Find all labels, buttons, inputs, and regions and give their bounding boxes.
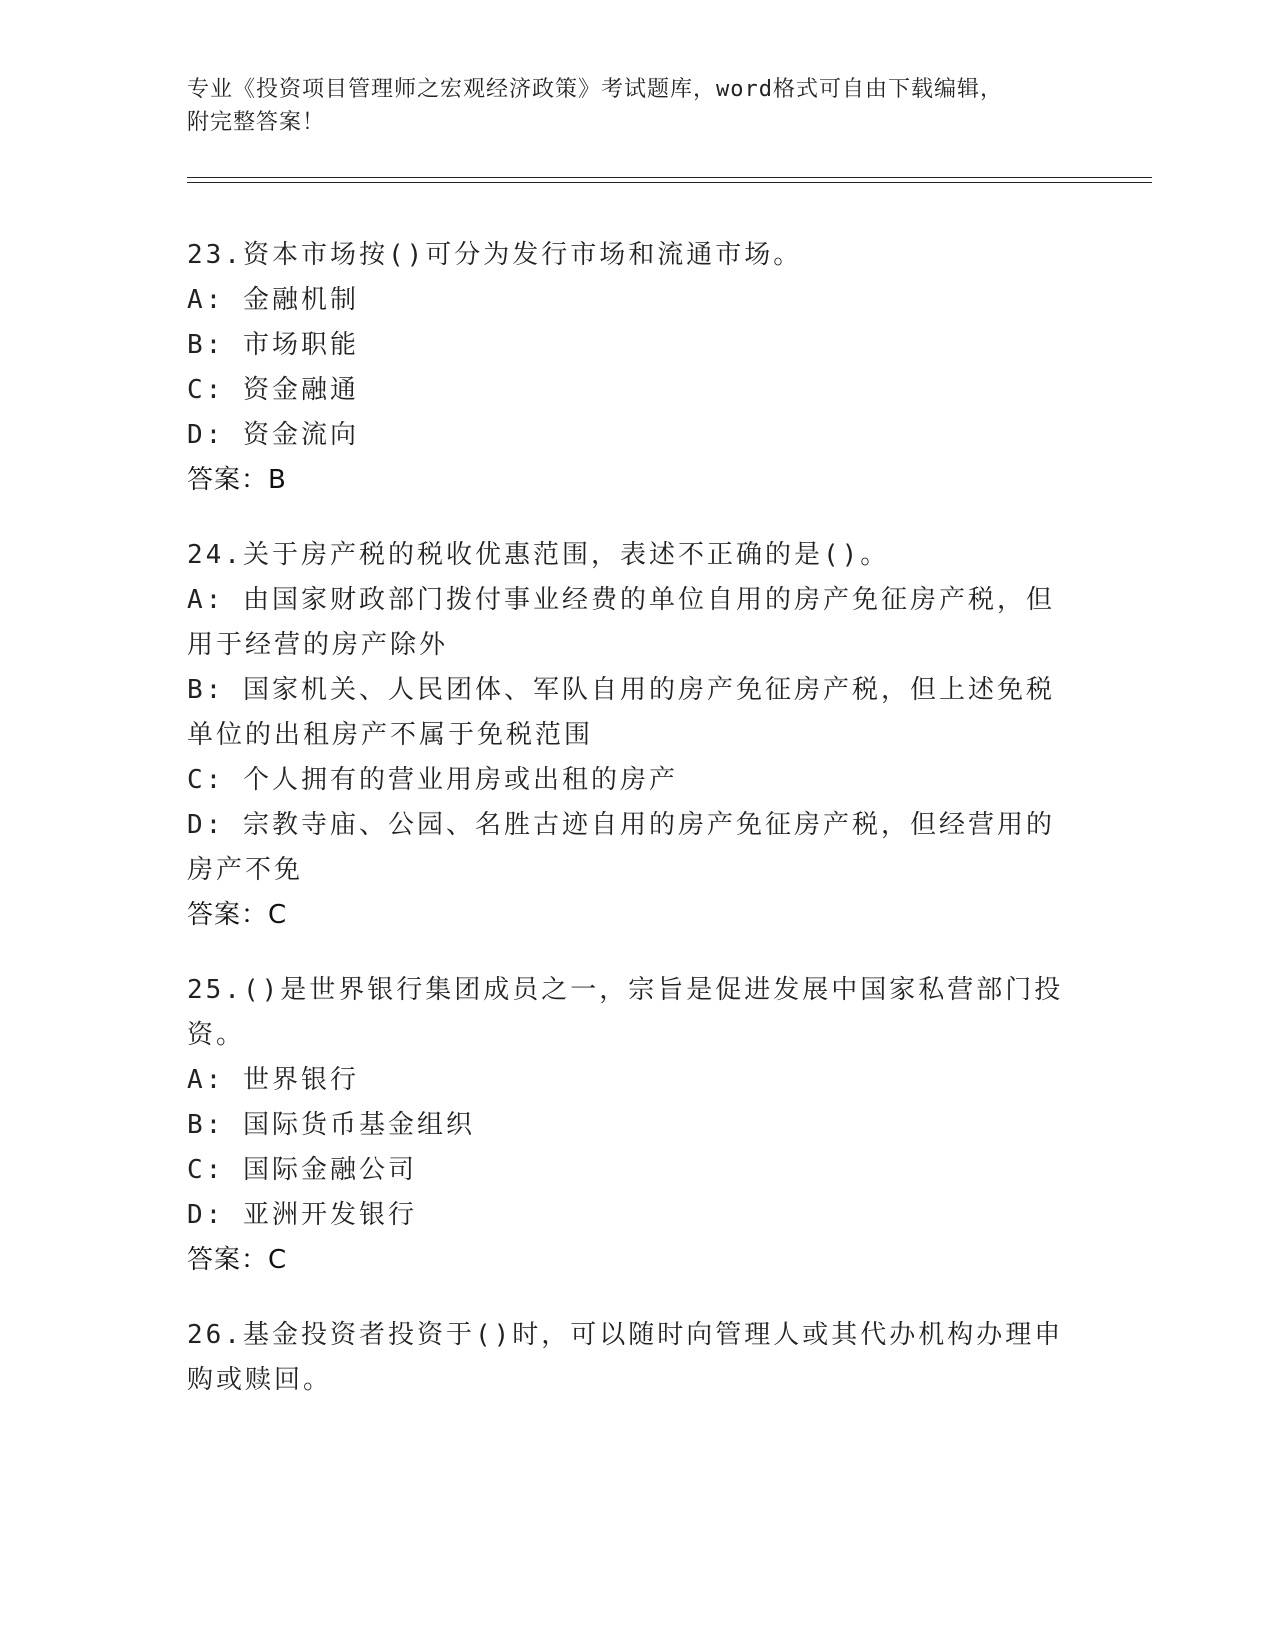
header-divider-bottom <box>187 182 1152 183</box>
answer-label: 答案：B <box>187 465 287 495</box>
option-a: A: 金融机制 <box>187 285 359 315</box>
option-c: C: 资金融通 <box>187 375 359 405</box>
option-d: D: 资金流向 <box>187 420 359 450</box>
option-c: C: 国际金融公司 <box>187 1155 417 1185</box>
question-stem: 25.()是世界银行集团成员之一，宗旨是促进发展中国家私营部门投资。 <box>187 975 1064 1050</box>
question-23 <box>187 233 1077 503</box>
question-24 <box>187 533 1077 938</box>
option-a: A: 由国家财政部门拨付事业经费的单位自用的房产免征房产税，但用于经营的房产除外 <box>187 585 1055 660</box>
intro-line-2: 附完整答案！ <box>187 110 326 135</box>
question-list <box>187 233 1077 1433</box>
option-b: B: 国际货币基金组织 <box>187 1110 475 1140</box>
intro-line-1: 专业《投资项目管理师之宏观经济政策》考试题库，word格式可自由下载编辑， <box>187 77 1003 102</box>
question-26 <box>187 1313 1077 1403</box>
option-b: B: 国家机关、人民团体、军队自用的房产免征房产税，但上述免税单位的出租房产不属于免税范围 <box>187 675 1055 750</box>
option-a: A: 世界银行 <box>187 1065 359 1095</box>
option-d: D: 宗教寺庙、公园、名胜古迹自用的房产免征房产税，但经营用的房产不免 <box>187 810 1055 885</box>
answer-label: 答案：C <box>187 1245 288 1275</box>
question-stem: 24.关于房产税的税收优惠范围，表述不正确的是()。 <box>187 540 890 570</box>
option-b: B: 市场职能 <box>187 330 359 360</box>
header-divider-top <box>187 177 1152 178</box>
question-stem: 23.资本市场按()可分为发行市场和流通市场。 <box>187 240 803 270</box>
option-c: C: 个人拥有的营业用房或出租的房产 <box>187 765 678 795</box>
question-25 <box>187 968 1077 1283</box>
question-stem: 26.基金投资者投资于()时，可以随时向管理人或其代办机构办理申购或赎回。 <box>187 1320 1064 1395</box>
document-header <box>187 73 1087 139</box>
option-d: D: 亚洲开发银行 <box>187 1200 417 1230</box>
answer-label: 答案：C <box>187 900 288 930</box>
